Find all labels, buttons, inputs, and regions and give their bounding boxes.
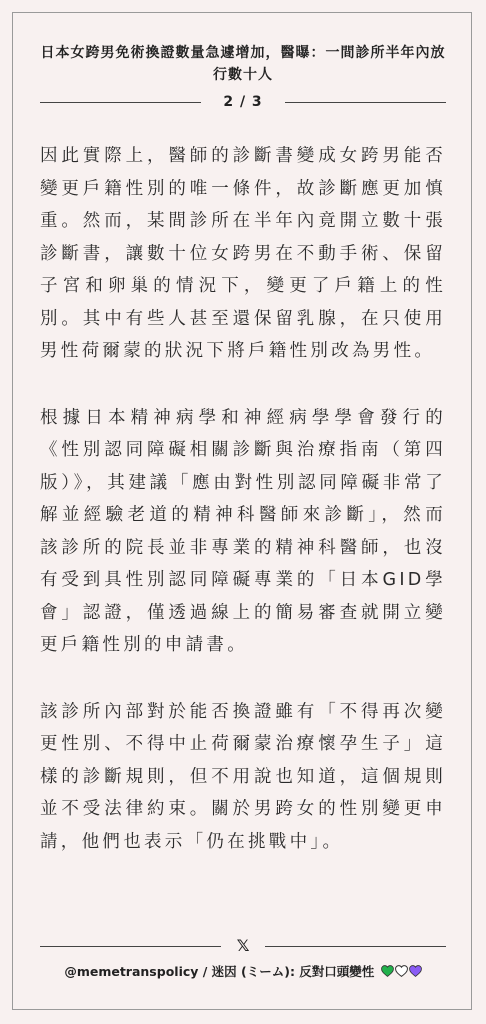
paragraph-1: 因此實際上，醫師的診斷書變成女跨男能否變更戶籍性別的唯一條件，故診斷應更加慎重。然而，某間診所在半年內竟開立數十張診斷書，讓數十位女跨男在不動手術、保留子宮和卵巢的情況下，變更了戶籍上的性別。其中有些人甚至還保留乳腺，在只使用男性荷爾蒙的狀況下將戶籍性別改為男性。 xyxy=(40,146,446,361)
white-heart-icon xyxy=(395,965,408,977)
hearts-group xyxy=(381,965,422,977)
credit-text: @memetranspolicy / 迷因 (ミーム): 反對口頭變性 xyxy=(64,964,375,979)
divider-left xyxy=(40,102,201,103)
footer-divider-left xyxy=(40,946,221,947)
footer-divider-right xyxy=(265,946,446,947)
page-indicator-row xyxy=(40,92,446,112)
x-logo-icon: 𝕏 xyxy=(236,936,250,955)
purple-heart-icon xyxy=(409,965,422,977)
paragraph-3: 該診所內部對於能否換證雖有「不得再次變更性別、不得中止荷爾蒙治療懷孕生子」這樣的診斷規則，但不用說也知道，這個規則並不受法律約束。關於男跨女的性別變更申請，他們也表示「仍在挑戰中」。 xyxy=(40,701,446,852)
divider-right xyxy=(285,102,446,103)
article-body xyxy=(40,140,446,892)
footer-credit xyxy=(30,962,456,982)
page-title: 日本女跨男免術換證數量急遽增加，醫曝：一間診所半年內放行數十人 xyxy=(40,45,446,83)
footer-divider-row xyxy=(40,936,446,956)
green-heart-icon xyxy=(381,965,394,977)
page-indicator: 2 / 3 xyxy=(223,94,263,110)
paragraph-2: 根據日本精神病學和神經病學學會發行的《性別認同障礙相關診斷與治療指南（第四版）》，其建議「應由對性別認同障礙非常了解並經驗老道的精神科醫師來診斷」，然而該診所的院長並非專業的精神科醫師，也沒有受到具性別認同障礙專業的「日本GID學會」認證，僅透過線上的簡易審查就開立變更戶籍性別的申請書。 xyxy=(40,407,446,655)
